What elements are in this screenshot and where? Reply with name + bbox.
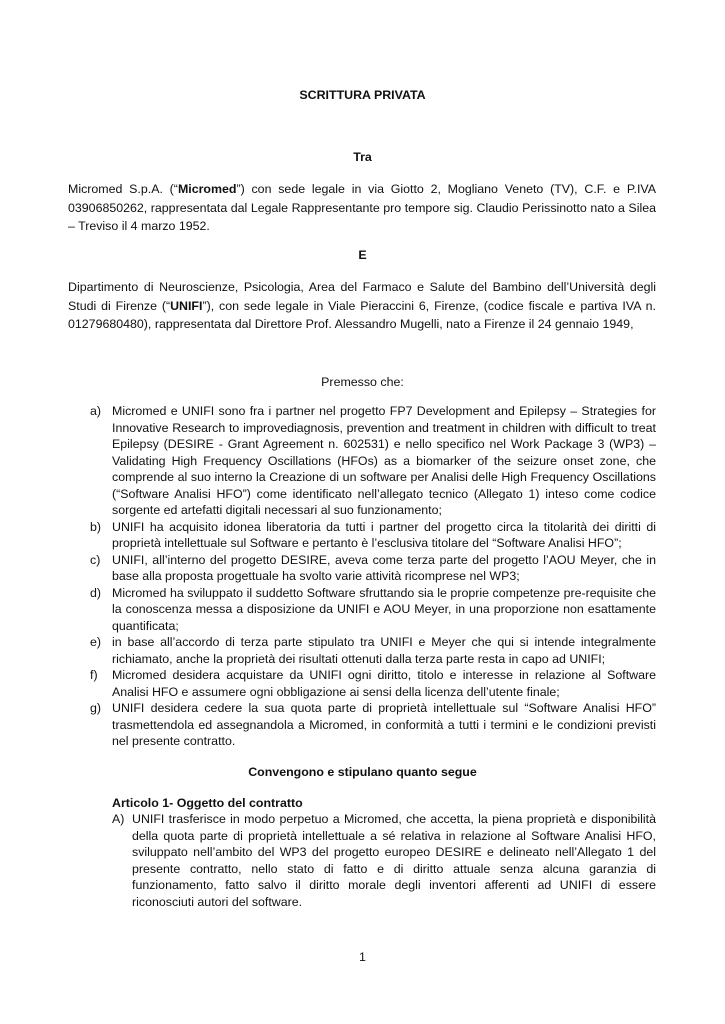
agreement-heading: Convengono e stipulano quanto segue [248,765,477,779]
item-marker: g) [90,701,102,715]
list-item [68,667,656,700]
item-marker: b) [90,519,102,534]
item-text: UNIFI trasferisce in modo perpetuo a Micromed, che accetta, la piena proprietà e disponibilità della quota parte di proprietà intellettuale a sé relativa in relazione al Software Analisi HFO, sviluppato nell’ambito del WP3 del progetto europeo DESIRE e delineato nell’Allegato 1 del presente contratto, nello stato di fatto e di diritto attuale senza alcuna garanzia di funzionamento, fatto salvo il diritto morale degli inventori afferenti ad UNIFI di essere riconosciuti autori del software. [132,812,656,909]
list-item [68,585,656,635]
item-marker: c) [90,552,101,567]
premises-list [68,403,656,750]
item-text: in base all’accordo di terza parte stipulato tra UNIFI e Meyer che qui si intende integralmente richiamato, anche la proprietà dei risultati ottenuti dalla terza parte resta in capo ad UNIFI; [112,635,656,666]
party-micromed-paragraph [68,180,656,236]
party-unifi-paragraph [68,278,656,334]
item-text: Micromed ha sviluppato il suddetto Software sfruttando sia le proprie competenze pre-requisite che la conoscenza messa a disposizione da UNIFI e AOU Meyer, in una proporzione non esattamente quantificata; [112,585,656,633]
and-heading: E [358,248,367,262]
list-item [68,552,656,585]
party-unifi-short-name: UNIFI [170,298,203,313]
list-item [68,519,656,552]
list-item [68,403,656,519]
item-marker: a) [90,404,102,418]
item-marker: f) [90,668,98,682]
party-unifi-intro: Dipartimento di Neuroscienze, Psicologia, Area del Farmaco e Salute del Bambino dell’Università degli Studi di Firenze (“ [68,280,656,313]
item-marker: e) [90,635,102,649]
party-micromed-short-name: Micromed [177,182,237,196]
item-marker: d) [90,585,102,600]
between-heading: Tra [353,150,372,164]
document-title: SCRITTURA PRIVATA [299,88,426,102]
article-1-list [112,811,656,910]
item-text: Micromed desidera acquistare da UNIFI ogni diritto, titolo e interesse in relazione al Software Analisi HFO e assumere ogni obbligazione ai sensi della licenza dell’utente finale; [112,668,656,699]
party-unifi-details: ”), con sede legale in Viale Pieraccini 6, Firenze, (codice fiscale e partiva IVA n. 01279680480), rappresentata dal Direttore Prof. Alessandro Mugelli, nato a Firenze il 24 gennaio 1949, [68,298,656,331]
list-item [68,700,656,750]
item-text: UNIFI ha acquisito idonea liberatoria da tutti i partner del progetto circa la titolarità dei diritti di proprietà intellettuale sul Software e pertanto è l’esclusiva titolare del “Software Analisi HFO”; [112,519,656,550]
article-1-heading: Articolo 1- Oggetto del contratto [112,796,303,810]
premises-heading: Premesso che: [321,375,404,389]
item-marker: A) [112,812,125,826]
party-micromed-intro: Micromed S.p.A. (“ [68,182,178,196]
page-number: 1 [359,950,366,964]
list-item [68,634,656,667]
party-micromed-details: ”) con sede legale in via Giotto 2, Mogliano Veneto (TV), C.F. e P.IVA 03906850262, rappresentata dal Legale Rappresentante pro tempore sig. Claudio Perissinotto nato a Silea – Treviso il 4 marzo 1952. [68,182,656,233]
item-text: UNIFI desidera cedere la sua quota parte di proprietà intellettuale sul “Software Analisi HFO” trasmettendola ed assegnandola a Micromed, in conformità a tutti i termini e le condizioni previsti nel presente contratto. [112,701,656,748]
item-text: UNIFI, all’interno del progetto DESIRE, aveva come terza parte del progetto l’AOU Meyer, che in base alla proposta progettuale ha svolto varie attività ricomprese nel WP3; [112,552,656,583]
item-text: Micromed e UNIFI sono fra i partner nel progetto FP7 Development and Epilepsy – Strategies for Innovative Research to improvediagnosis, prevention and treatment in children with difficult to treat Epilepsy (DESIRE - Grant Agreement n. 602531) e nello specifico nel Work Package 3 (WP3) – Validating High Frequency Oscillations (HFOs) as a biomarker of the seizure onset zone, che comprende al suo interno la Creazione di un software per Analisi delle High Frequency Oscillations (“Software Analisi HFO”) come identificato nell’allegato tecnico (Allegato 1) inteso come codice sorgente ed artefatti digitali necessari al suo funzionamento; [112,404,656,517]
list-item [112,811,656,910]
